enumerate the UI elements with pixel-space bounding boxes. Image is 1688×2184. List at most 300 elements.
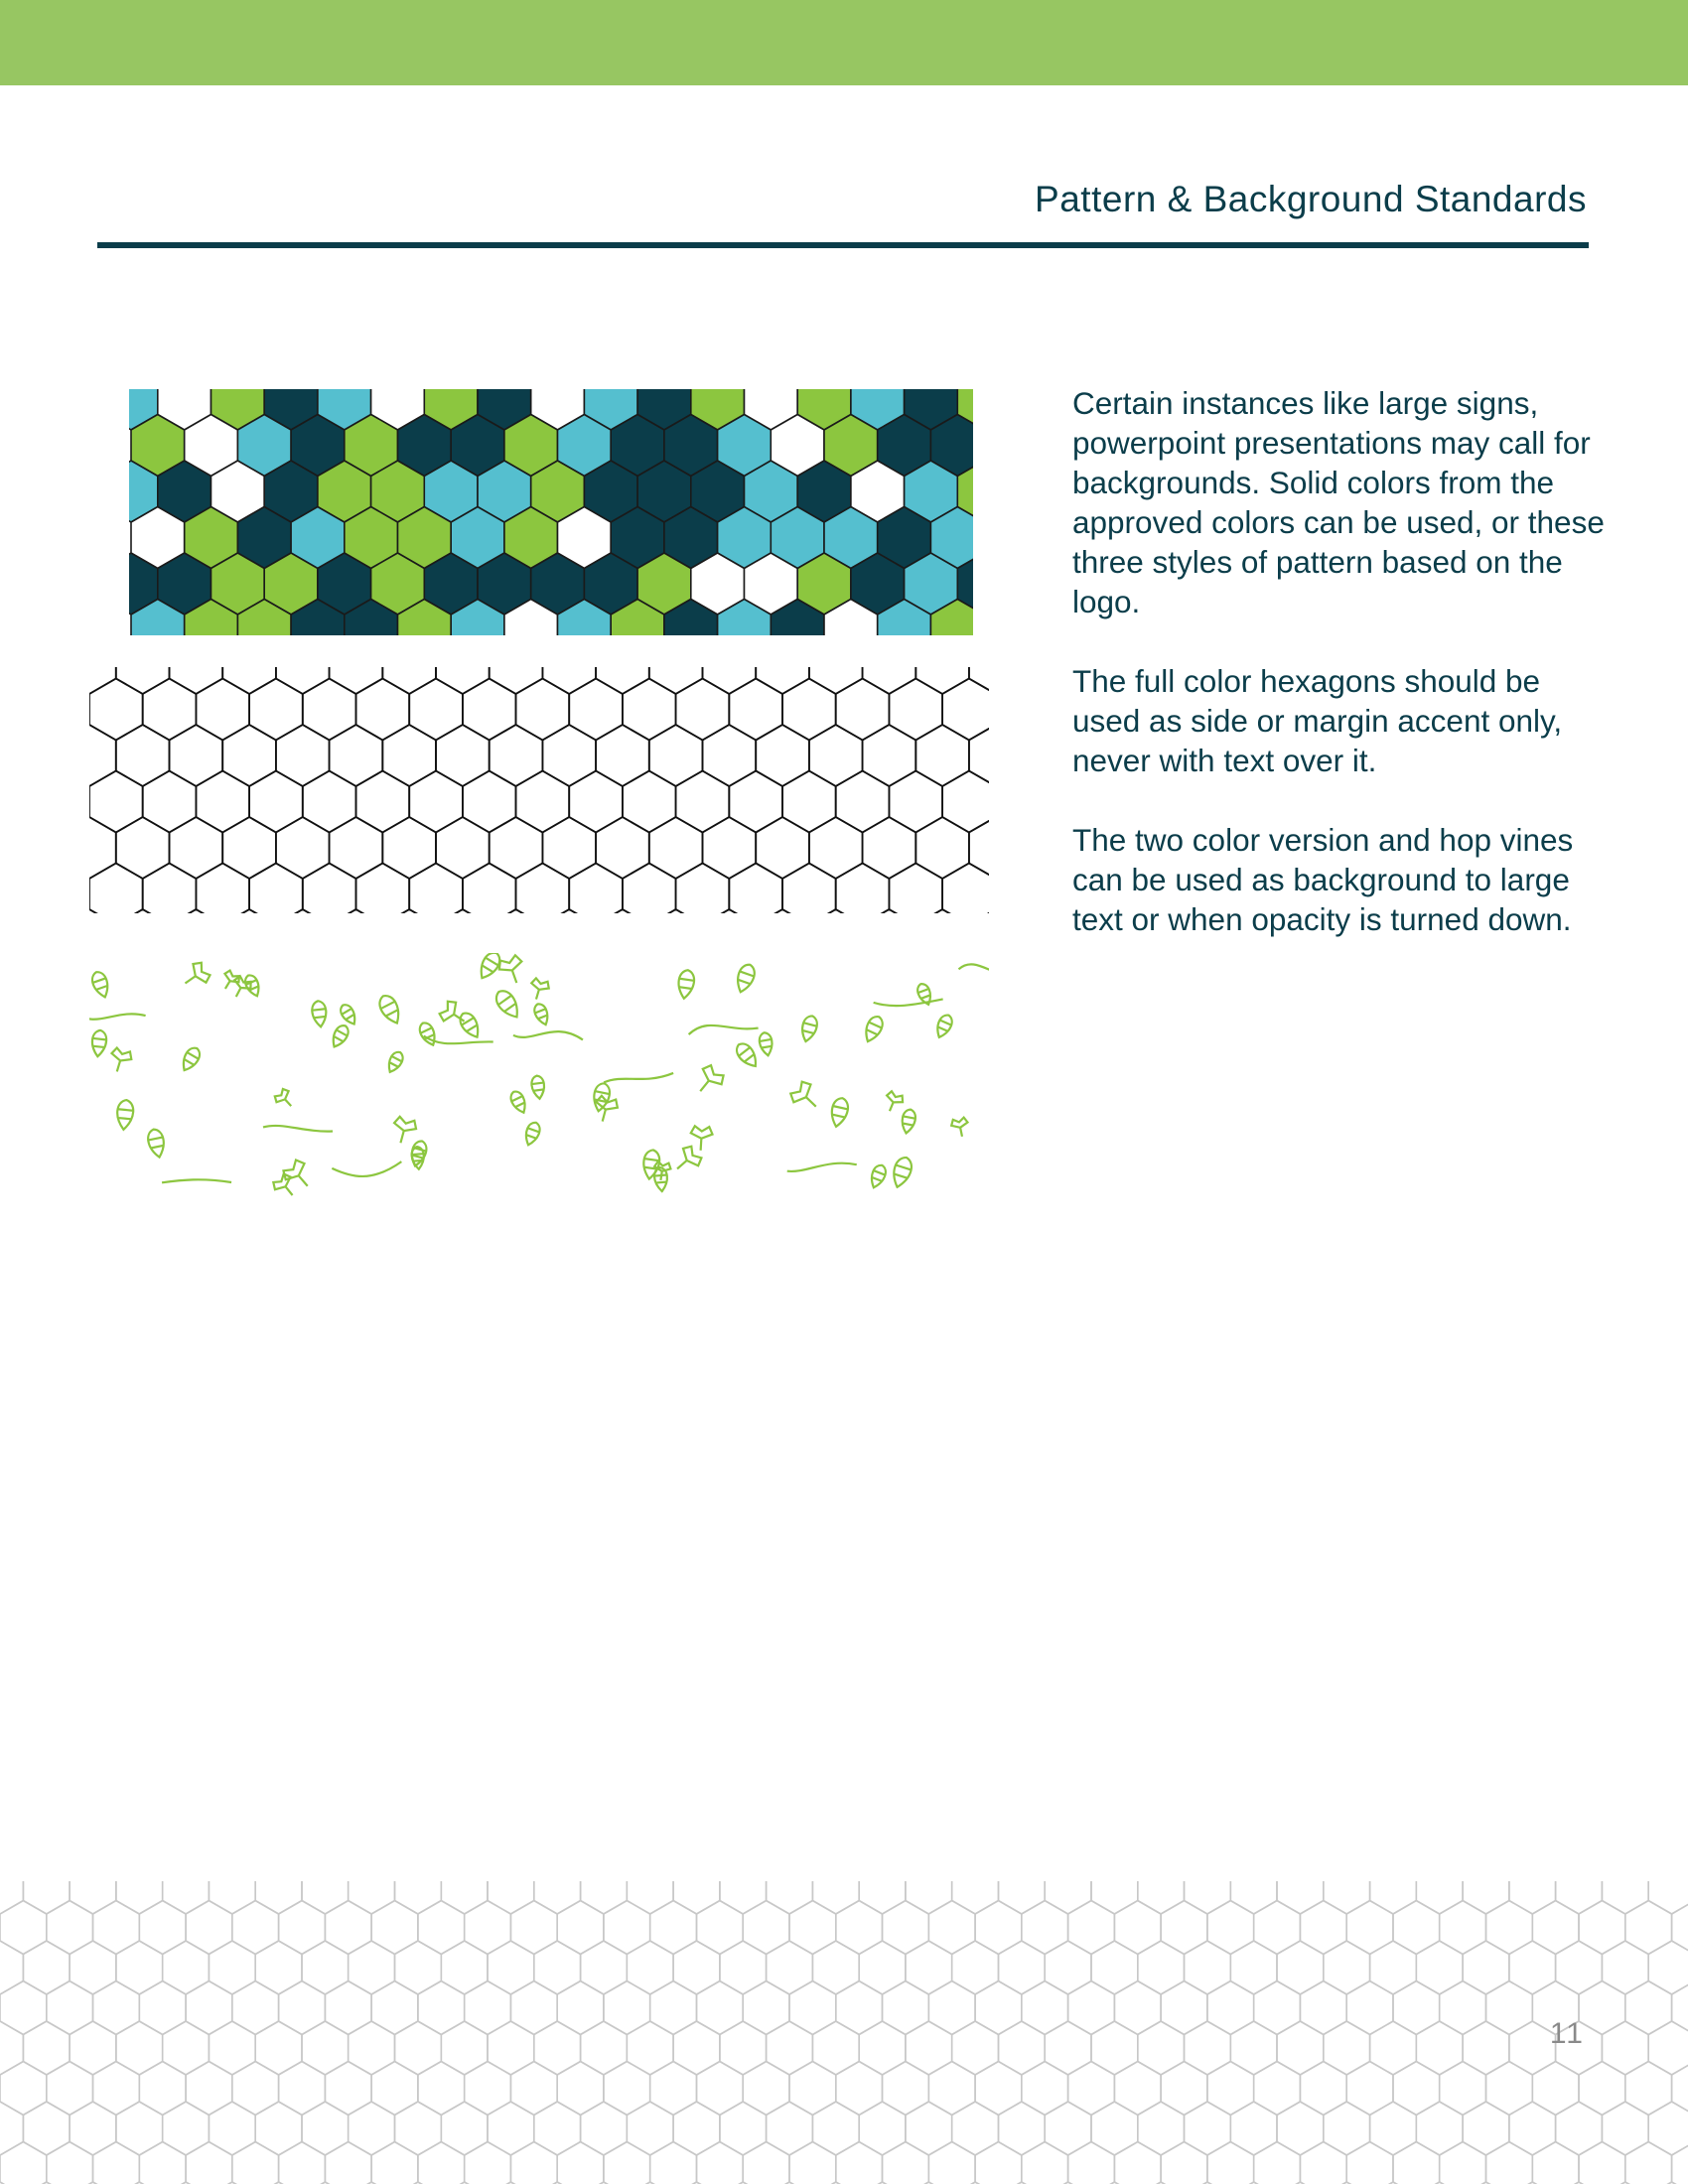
- faint-hexagon: [952, 1881, 999, 1914]
- faint-hexagon: [999, 2021, 1046, 2075]
- hop-cone-icon: [828, 1096, 850, 1128]
- faint-hexagon: [325, 2062, 371, 2116]
- faint-hexagon: [952, 1941, 999, 1994]
- outline-hexagon: [596, 817, 649, 879]
- faint-hexagon: [510, 2062, 557, 2116]
- outline-hexagon: [542, 909, 596, 913]
- faint-hexagon: [1091, 1881, 1138, 1914]
- outline-hexagon: [623, 771, 676, 833]
- hop-cone-icon: [243, 973, 263, 998]
- faint-hexagon: [1509, 1881, 1556, 1914]
- faint-hexagon: [789, 1981, 836, 2035]
- faint-hexagon: [0, 2142, 47, 2184]
- outline-hexagon: [596, 667, 649, 694]
- outline-hexagon: [330, 725, 383, 786]
- faint-hexagon: [534, 1941, 581, 1994]
- faint-hexagon: [232, 1981, 279, 2035]
- outline-hexagon: [942, 771, 989, 833]
- faint-hexagon: [650, 2062, 697, 2116]
- faint-hexagon: [1416, 1941, 1463, 1994]
- outline-hexagon: [303, 679, 356, 741]
- faint-hexagon: [906, 2102, 952, 2155]
- faint-hexagon: [836, 2062, 883, 2116]
- faint-hexagon: [116, 2102, 163, 2155]
- faint-hexagon: [1185, 1881, 1231, 1914]
- faint-hexagon: [139, 1981, 186, 2035]
- faint-hexagon: [906, 1941, 952, 1994]
- faint-hexagon: [1254, 1981, 1301, 2035]
- faint-hexagon: [859, 1941, 906, 1994]
- faint-hexagon: [1324, 2102, 1370, 2155]
- faint-hexagon: [395, 2021, 442, 2075]
- faint-hexagon: [673, 2021, 720, 2075]
- faint-hexagon: [1486, 1901, 1533, 1955]
- faint-hexagon: [186, 2142, 232, 2184]
- faint-hexagon: [581, 2102, 628, 2155]
- faint-hexagon: [371, 1981, 418, 2035]
- outline-hexagon: [249, 771, 303, 833]
- faint-hexagon: [812, 1881, 859, 1914]
- faint-hexagon: [1207, 2142, 1254, 2184]
- faint-hexagon: [789, 2062, 836, 2116]
- faint-hexagon: [650, 1981, 697, 2035]
- hop-leaf-icon: [882, 1090, 905, 1114]
- faint-hexagon: [1114, 1981, 1161, 2035]
- hop-leaf-icon: [669, 1144, 704, 1177]
- outline-hexagon: [782, 771, 836, 833]
- faint-hexagon: [279, 2142, 326, 2184]
- faint-hexagon: [302, 2102, 349, 2155]
- faint-hexagon: [1230, 1881, 1277, 1914]
- hop-leaf-icon: [218, 969, 241, 993]
- faint-hexagon: [673, 2102, 720, 2155]
- outline-hexagon: [116, 817, 170, 879]
- outline-hexagon: [490, 667, 543, 694]
- faint-hexagon: [441, 1941, 488, 1994]
- faint-hexagon: [139, 1901, 186, 1955]
- faint-hexagon: [1161, 2062, 1207, 2116]
- faint-hexagon: [1207, 2062, 1254, 2116]
- outline-hexagon: [222, 817, 276, 879]
- faint-hexagon: [767, 1881, 813, 1914]
- faint-hexagon: [1509, 1941, 1556, 1994]
- faint-hexagon: [1625, 2142, 1672, 2184]
- outline-hexagon: [330, 817, 383, 879]
- faint-hexagon: [720, 1881, 767, 1914]
- hop-cone-icon: [384, 1049, 405, 1074]
- faint-hexagon: [952, 2021, 999, 2075]
- faint-hexagon: [1463, 1941, 1509, 1994]
- outline-hexagon: [942, 864, 989, 914]
- faint-hexagon: [209, 2102, 255, 2155]
- outline-hexagon: [116, 725, 170, 786]
- faint-hexagon: [557, 2062, 604, 2116]
- outline-hexagon: [382, 667, 436, 694]
- outline-hexagon: [542, 817, 596, 879]
- paragraph-full-color: The full color hexagons should be used as side or margin accent only, never with text over it.: [1072, 663, 1563, 778]
- top-accent-bar: [0, 0, 1688, 85]
- faint-hexagon: [1068, 2062, 1115, 2116]
- hop-cone-icon: [146, 1128, 167, 1159]
- faint-hexagon: [441, 2021, 488, 2075]
- faint-hexagon: [1300, 2142, 1346, 2184]
- faint-hexagon: [371, 2142, 418, 2184]
- hop-cone-icon: [933, 1013, 955, 1039]
- hop-cone-icon: [376, 993, 404, 1027]
- faint-hexagon: [999, 2102, 1046, 2155]
- faint-hexagon: [209, 2021, 255, 2075]
- faint-hexagon: [70, 2102, 116, 2155]
- faint-hexagon: [465, 1901, 511, 1955]
- faint-hexagon: [1393, 1901, 1440, 1955]
- faint-hexagon: [627, 1881, 673, 1914]
- faint-hexagon: [418, 1981, 465, 2035]
- outline-hexagon: [516, 771, 570, 833]
- footer-hexagon-pattern: [0, 1881, 1688, 2184]
- outline-hexagon: [569, 771, 623, 833]
- outline-hexagon: [356, 771, 410, 833]
- full-color-hexagon-pattern: [129, 389, 973, 635]
- faint-hexagon: [1230, 2021, 1277, 2075]
- outline-hexagon: [756, 667, 809, 694]
- faint-hexagon: [325, 1981, 371, 2035]
- faint-hexagon: [975, 1901, 1022, 1955]
- faint-hexagon: [1300, 2062, 1346, 2116]
- faint-hexagon: [418, 2062, 465, 2116]
- faint-hexagon: [209, 1881, 255, 1914]
- faint-hexagon: [325, 2142, 371, 2184]
- faint-hexagon: [999, 1941, 1046, 1994]
- outline-hexagon: [676, 679, 730, 741]
- description-text: [1072, 383, 1609, 979]
- faint-hexagon: [1648, 2021, 1688, 2075]
- outline-hexagon: [809, 725, 863, 786]
- page-number: 11: [1549, 2017, 1585, 2050]
- faint-hexagon: [604, 1981, 650, 2035]
- outline-hexagon: [863, 725, 916, 786]
- faint-hexagon: [1091, 2102, 1138, 2155]
- outline-hexagon: [89, 909, 116, 913]
- faint-hexagon: [255, 1941, 302, 1994]
- faint-hexagon: [1254, 1901, 1301, 1955]
- faint-hexagon: [604, 1901, 650, 1955]
- faint-hexagon: [93, 2062, 140, 2116]
- faint-hexagon: [279, 2062, 326, 2116]
- outline-hexagon: [969, 909, 989, 913]
- faint-hexagon: [1207, 1981, 1254, 2035]
- outline-hexagon: [623, 679, 676, 741]
- outline-hexagon: [676, 864, 730, 914]
- faint-hexagon: [1416, 1881, 1463, 1914]
- hop-cone-icon: [799, 1015, 819, 1043]
- faint-hexagon: [1346, 1901, 1393, 1955]
- faint-hexagon: [1393, 2062, 1440, 2116]
- faint-hexagon: [928, 2062, 975, 2116]
- outline-hexagon: [729, 864, 782, 914]
- hop-cone-icon: [861, 1014, 886, 1044]
- outline-hexagon: [623, 864, 676, 914]
- faint-hexagon: [418, 1901, 465, 1955]
- outline-hexagon: [889, 679, 942, 741]
- faint-hexagon: [349, 1941, 395, 1994]
- outline-hexagon: [89, 771, 143, 833]
- hop-cone-icon: [338, 1003, 358, 1027]
- faint-hexagon: [673, 1881, 720, 1914]
- faint-hexagon: [836, 2142, 883, 2184]
- outline-hexagon: [89, 679, 143, 741]
- faint-hexagon: [1254, 2062, 1301, 2116]
- faint-hexagon: [510, 1981, 557, 2035]
- faint-hexagon: [1068, 1901, 1115, 1955]
- outline-hexagon: [703, 725, 757, 786]
- faint-hexagon: [70, 1881, 116, 1914]
- faint-hexagon: [0, 1981, 47, 2035]
- hop-leaf-icon: [691, 1063, 727, 1099]
- faint-hexagon: [465, 2142, 511, 2184]
- hop-cone-icon: [530, 1075, 545, 1100]
- outline-hexagon: [836, 864, 890, 914]
- faint-hexagon: [1672, 2142, 1688, 2184]
- faint-hexagon: [627, 2102, 673, 2155]
- faint-hexagon: [116, 1941, 163, 1994]
- faint-hexagon: [1091, 1941, 1138, 1994]
- faint-hexagon: [859, 1881, 906, 1914]
- outline-hexagon: [490, 909, 543, 913]
- faint-hexagon: [0, 2062, 47, 2116]
- outline-hexagon: [596, 725, 649, 786]
- faint-hexagon: [1370, 2102, 1417, 2155]
- outline-hexagon: [116, 909, 170, 913]
- outline-hexagon: [436, 909, 490, 913]
- faint-hexagon: [812, 1941, 859, 1994]
- faint-hexagon: [302, 1941, 349, 1994]
- faint-hexagon: [952, 2102, 999, 2155]
- faint-hexagon: [371, 2062, 418, 2116]
- hop-cone-icon: [311, 1001, 328, 1028]
- faint-hexagon: [1185, 2021, 1231, 2075]
- faint-hexagon: [1648, 1941, 1688, 1994]
- hop-leaf-icon: [527, 977, 550, 1002]
- outline-hexagon: [676, 771, 730, 833]
- faint-hexagon: [1254, 2142, 1301, 2184]
- outline-hexagon: [196, 864, 249, 914]
- faint-hexagon: [395, 1881, 442, 1914]
- faint-hexagon: [1045, 2021, 1091, 2075]
- faint-hexagon: [720, 1941, 767, 1994]
- faint-hexagon: [1625, 1901, 1672, 1955]
- vine-stem: [162, 1179, 231, 1182]
- outline-hexagon: [756, 725, 809, 786]
- faint-hexagon: [883, 2062, 929, 2116]
- faint-hexagon: [1068, 1981, 1115, 2035]
- faint-hexagon: [1532, 1901, 1579, 1955]
- faint-hexagon: [1509, 2102, 1556, 2155]
- faint-hexagon: [883, 1901, 929, 1955]
- outline-hexagon: [382, 725, 436, 786]
- hop-cone-icon: [90, 1029, 107, 1057]
- outline-hexagon: [436, 725, 490, 786]
- faint-hexagon: [789, 2142, 836, 2184]
- faint-hexagon: [604, 2062, 650, 2116]
- faint-hexagon: [627, 1941, 673, 1994]
- faint-hexagon: [1068, 2142, 1115, 2184]
- faint-hexagon: [1648, 2102, 1688, 2155]
- outline-hexagon: [249, 864, 303, 914]
- faint-hexagon: [255, 2021, 302, 2075]
- outline-hexagon: [463, 679, 516, 741]
- faint-hexagon: [47, 2142, 93, 2184]
- hop-cone-icon: [532, 1002, 551, 1026]
- faint-hexagon: [1602, 2102, 1648, 2155]
- outline-hexagon: [516, 679, 570, 741]
- vine-stem: [332, 1161, 401, 1176]
- faint-hexagon: [163, 2102, 210, 2155]
- outline-hexagon: [222, 725, 276, 786]
- faint-hexagon: [1370, 2021, 1417, 2075]
- faint-hexagon: [697, 1901, 744, 1955]
- faint-hexagon: [93, 1981, 140, 2035]
- outline-hexagon: [330, 909, 383, 913]
- faint-hexagon: [1440, 2062, 1486, 2116]
- faint-hexagon: [650, 2142, 697, 2184]
- faint-hexagon: [1440, 1981, 1486, 2035]
- faint-hexagon: [928, 1981, 975, 2035]
- faint-hexagon: [1022, 1901, 1068, 1955]
- outline-hexagon: [915, 725, 969, 786]
- faint-hexagon: [1091, 2021, 1138, 2075]
- outline-hexagon: [303, 864, 356, 914]
- outline-hexagon: [649, 817, 703, 879]
- faint-hexagon: [47, 1981, 93, 2035]
- faint-hexagon: [928, 2142, 975, 2184]
- outline-hexagon: [382, 817, 436, 879]
- faint-hexagon: [510, 1901, 557, 1955]
- outline-hexagon: [249, 679, 303, 741]
- outline-hexagon: [729, 771, 782, 833]
- vine-stem: [513, 1031, 583, 1039]
- outline-hexagon: [303, 771, 356, 833]
- faint-hexagon: [1602, 1881, 1648, 1914]
- faint-hexagon: [1416, 2102, 1463, 2155]
- faint-hexagon: [1625, 1981, 1672, 2035]
- faint-hexagon: [1579, 2062, 1625, 2116]
- faint-hexagon: [139, 2142, 186, 2184]
- faint-hexagon: [1022, 2142, 1068, 2184]
- faint-hexagon: [232, 2142, 279, 2184]
- faint-hexagon: [255, 2102, 302, 2155]
- faint-hexagon: [743, 1981, 789, 2035]
- outline-hexagon: [409, 679, 463, 741]
- faint-hexagon: [1532, 2062, 1579, 2116]
- faint-hexagon: [1114, 2062, 1161, 2116]
- faint-hexagon: [1277, 2102, 1324, 2155]
- faint-hexagon: [906, 1881, 952, 1914]
- faint-hexagon: [302, 2021, 349, 2075]
- outline-hexagon: [196, 679, 249, 741]
- faint-hexagon: [1277, 1881, 1324, 1914]
- faint-hexagon: [1532, 2142, 1579, 2184]
- outline-hexagon: [915, 667, 969, 694]
- faint-hexagon: [488, 2102, 534, 2155]
- outline-hexagon: [782, 679, 836, 741]
- hop-cone-icon: [890, 1156, 914, 1190]
- faint-hexagon: [0, 1881, 23, 1914]
- outline-hexagon: [516, 864, 570, 914]
- outline-hexagon: [863, 817, 916, 879]
- faint-hexagon: [1045, 2102, 1091, 2155]
- outline-hexagon: [276, 909, 330, 913]
- faint-hexagon: [1230, 1941, 1277, 1994]
- faint-hexagon: [0, 1901, 47, 1955]
- outline-hexagon: [143, 771, 197, 833]
- faint-hexagon: [883, 1981, 929, 2035]
- faint-hexagon: [325, 1901, 371, 1955]
- faint-hexagon: [232, 2062, 279, 2116]
- outline-hexagon: [436, 817, 490, 879]
- faint-hexagon: [349, 1881, 395, 1914]
- faint-hexagon: [812, 2021, 859, 2075]
- outline-hexagon: [382, 909, 436, 913]
- hop-cone-icon: [179, 1045, 203, 1074]
- faint-hexagon: [1556, 2102, 1603, 2155]
- faint-hexagon: [1486, 2062, 1533, 2116]
- faint-hexagon: [47, 1901, 93, 1955]
- outline-hexagon: [356, 864, 410, 914]
- hop-cone-icon: [758, 1031, 774, 1056]
- faint-hexagon: [906, 2021, 952, 2075]
- faint-hexagon: [1300, 1981, 1346, 2035]
- hop-vine-pattern: [89, 953, 989, 1201]
- faint-hexagon: [928, 1901, 975, 1955]
- outline-hexagon: [196, 771, 249, 833]
- faint-hexagon: [1138, 2021, 1185, 2075]
- faint-hexagon: [0, 1941, 23, 1994]
- faint-hexagon: [349, 2021, 395, 2075]
- faint-hexagon: [1463, 2021, 1509, 2075]
- hop-leaf-icon: [228, 975, 254, 1001]
- faint-hexagon: [510, 2142, 557, 2184]
- faint-hexagon: [1185, 1941, 1231, 1994]
- faint-hexagon: [1463, 1881, 1509, 1914]
- outline-hexagon: [703, 817, 757, 879]
- faint-hexagon: [70, 1941, 116, 1994]
- outline-hexagon: [809, 909, 863, 913]
- faint-hexagon: [836, 1901, 883, 1955]
- outline-hexagon: [436, 667, 490, 694]
- faint-hexagon: [1114, 2142, 1161, 2184]
- faint-hexagon: [836, 1981, 883, 2035]
- faint-hexagon: [697, 1981, 744, 2035]
- faint-hexagon: [883, 2142, 929, 2184]
- faint-hexagon: [441, 2102, 488, 2155]
- outline-hexagon: [915, 817, 969, 879]
- faint-hexagon: [604, 2142, 650, 2184]
- faint-hexagon: [23, 1881, 70, 1914]
- hop-cone-icon: [492, 987, 524, 1022]
- faint-hexagon: [302, 1881, 349, 1914]
- faint-hexagon: [1045, 1941, 1091, 1994]
- outline-hexagon: [89, 864, 143, 914]
- faint-hexagon: [488, 1941, 534, 1994]
- faint-hexagon: [1161, 2142, 1207, 2184]
- faint-hexagon: [1579, 1901, 1625, 1955]
- faint-hexagon: [1486, 1981, 1533, 2035]
- faint-hexagon: [1185, 2102, 1231, 2155]
- hop-cone-icon: [733, 962, 757, 995]
- faint-hexagon: [1300, 1901, 1346, 1955]
- outline-hexagon: [222, 667, 276, 694]
- faint-hexagon: [186, 1901, 232, 1955]
